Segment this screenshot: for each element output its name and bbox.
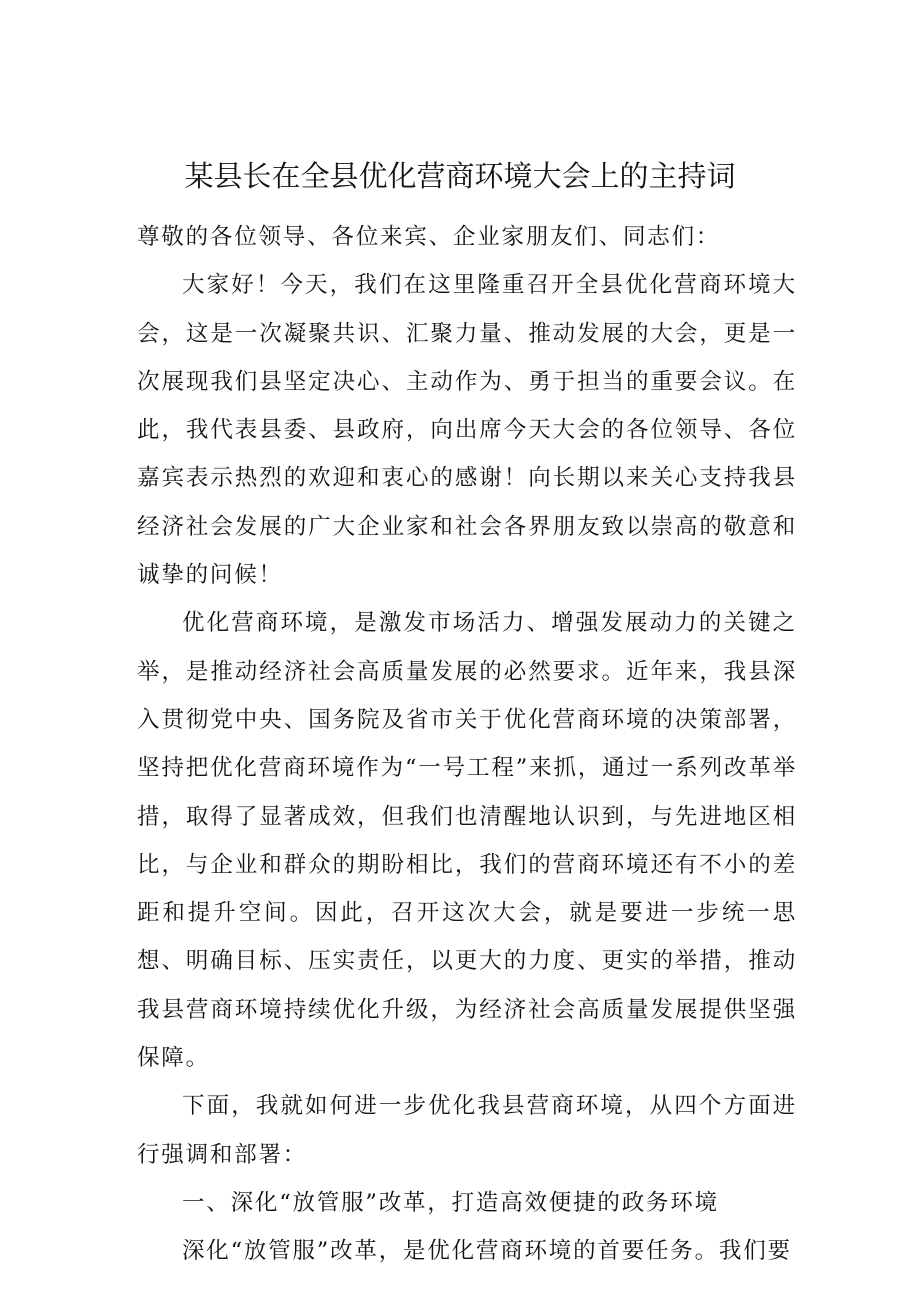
document-title: 某县长在全县优化营商环境大会上的主持词 xyxy=(184,159,736,193)
paragraph-transition: 下面，我就如何进一步优化我县营商环境，从四个方面进行强调和部署： xyxy=(137,1093,797,1168)
section-paragraph-1: 深化“放管服”改革，是优化营商环境的首要任务。我们要 xyxy=(182,1238,792,1265)
document-body xyxy=(137,213,797,1276)
paragraph-background: 优化营商环境，是激发市场活力、增强发展动力的关键之举，是推动经济社会高质量发展的必然要求。近年来，我县深入贯彻党中央、国务院及省市关于优化营商环境的决策部署，坚持把优化营商环境作为“一号工程”来抓，通过一系列改革举措，取得了显著成效，但我们也清醒地认识到，与先进地区相比，与企业和群众的期盼相比，我们的营商环境还有不小的差距和提升空间。因此，召开这次大会，就是要进一步统一思想、明确目标、压实责任，以更大的力度、更实的举措，推动我县营商环境持续优化升级，为经济社会高质量发展提供坚强保障。 xyxy=(137,610,797,1072)
paragraph-opening: 大家好！今天，我们在这里隆重召开全县优化营商环境大会，这是一次凝聚共识、汇聚力量、推动发展的大会，更是一次展现我们县坚定决心、主动作为、勇于担当的重要会议。在此，我代表县委、县政府，向出席今天大会的各位领导、各位嘉宾表示热烈的欢迎和衷心的感谢！向长期以来关心支持我县经济社会发展的广大企业家和社会各界朋友致以崇高的敬意和诚挚的问候！ xyxy=(137,272,797,589)
salutation: 尊敬的各位领导、各位来宾、企业家朋友们、同志们： xyxy=(137,224,721,250)
section-heading-1: 一、深化“放管服”改革，打造高效便捷的政务环境 xyxy=(182,1189,719,1216)
